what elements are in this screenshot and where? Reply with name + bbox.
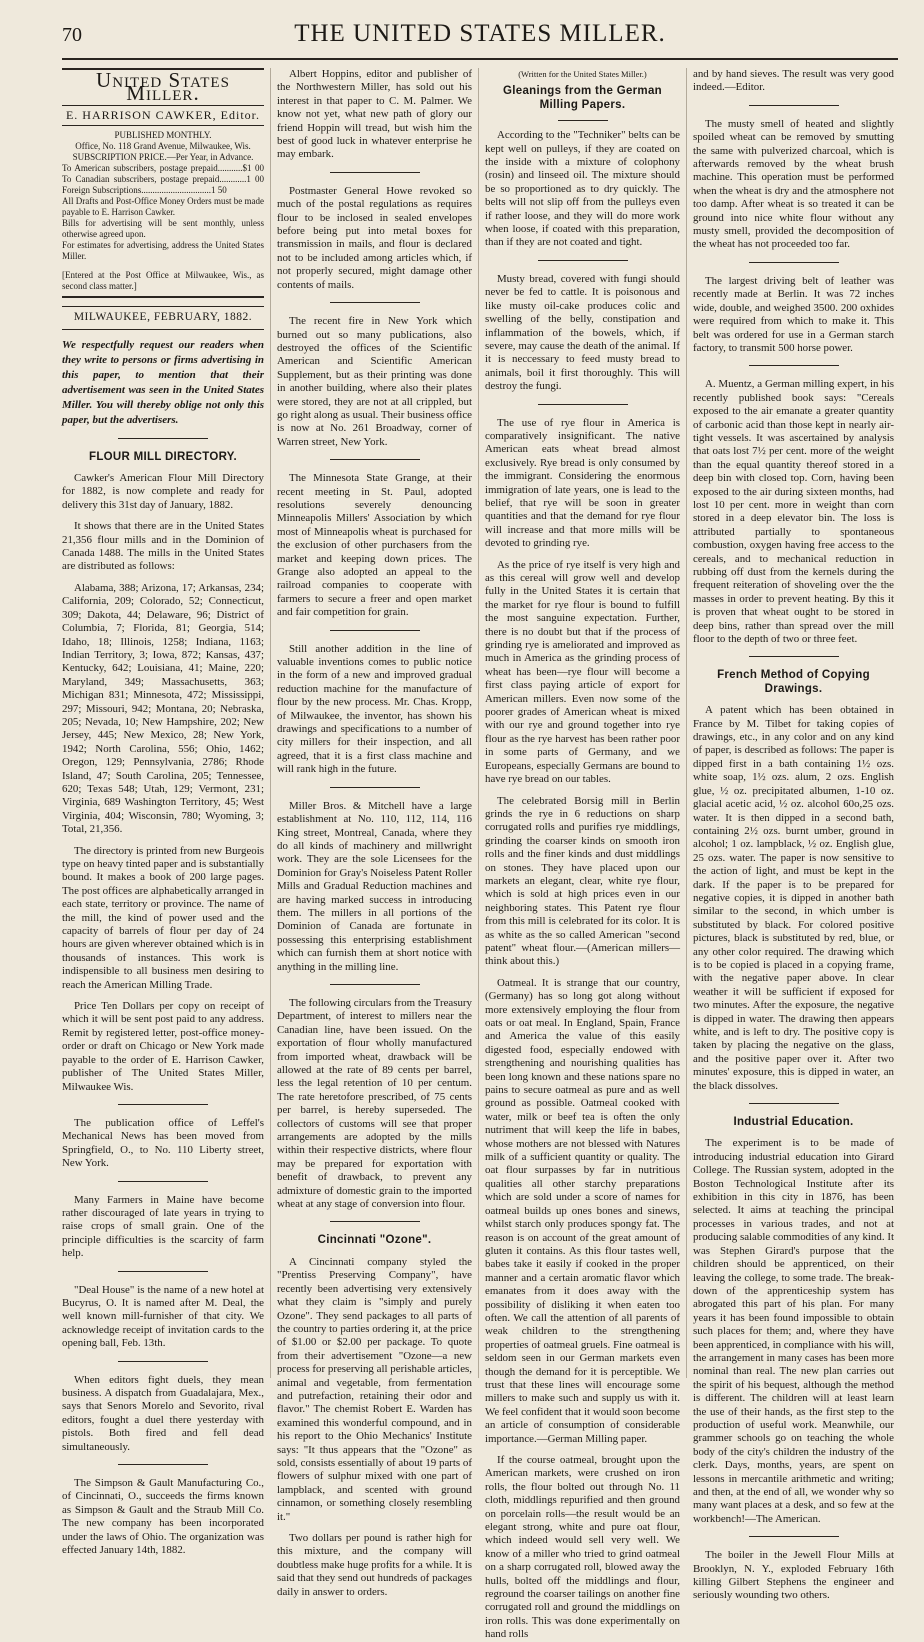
divider	[118, 1361, 208, 1362]
bills-text: Bills for advertising will be sent monthly, unless otherwise agreed upon.	[62, 218, 264, 240]
article-paragraph: A Cincinnati company styled the "Prentiss Preserving Company", have recently been advertising very extensively what they claim is "simply and purely Ozone". They send packages to all parts of the country to parties ordering it, at the price of $1.00 or $2.00 per package. To quote from their advertisement "Ozone—a new process for preserving all perishable articles, animal and vegetable, from fermentation and putrefaction, retaining their odor and flavor." The chemist Robert E. Warden has examined this wonderful compound, and in his report to the Ohio Mechanics' Institute says: "It thus appears that the "Ozone" as sold, consists essentially of about 19 parts of flowers of sulphur mixed with one part of lampblack, and scented with ground cinnamon, or something closely resembling it."	[277, 1255, 472, 1523]
article-paragraph: The Simpson & Gault Manufacturing Co., of Cincinnati, O., succeeds the firms known as Simpson & Gault and the Straub Mill Co. The new company has been incorporated under the laws of Ohio. The organization was effected January 14th, 1882.	[62, 1477, 264, 1557]
divider	[749, 1536, 839, 1537]
directory-heading: FLOUR MILL DIRECTORY.	[89, 450, 237, 463]
divider	[118, 1271, 208, 1272]
article-paragraph: When editors fight duels, they mean business. A dispatch from Guadalajara, Mex., says that Senors Morelo and Sevorito, rival editors, fought a duel there yesterday with pistols. Both fired and fell dead simultaneously.	[62, 1373, 264, 1453]
article-paragraph: If the course oatmeal, brought upon the American markets, were crushed on iron rolls, the flour bolted out through No. 11 cloth, middlings repurified and then ground on porcelain rolls—the result would be an elegant strong, white and pure oat flour, which indeed would sell very well. We know of a miller who tried to grind oatmeal on a sharp corrugated roll, blowed away the hulls, bolted off the middlings and flour, reground the coarser tailings on another fine corrugated roll and ground the middlings on iron rolls. This was done experimentally on hand rolls	[485, 1454, 680, 1641]
article-paragraph: The largest driving belt of leather was recently made at Berlin. It was 72 inches wide, double, and weighed 3500. 200 oxhides were required from which to make it. This belt was ordered for use in a German starch factory, to transmit 500 horse power.	[693, 274, 894, 354]
ozone-heading: Cincinnati "Ozone".	[317, 1234, 432, 1247]
article-paragraph: "Deal House" is the name of a new hotel at Bucyrus, O. It is named after M. Deal, the well known mill-furnisher of that city. We acknowledge receipt of invitation cards to the opening ball, Feb. 13th.	[62, 1283, 264, 1350]
divider	[749, 262, 839, 263]
article-paragraph: Postmaster General Howe revoked so much of the postal regulations as requires flour to be inclosed in sealed envelopes before being put into metal boxes for transmission in mails, and flour is declared not to be included among articles which, if not properly secured, might damage other contents of mails.	[277, 184, 472, 291]
article-paragraph: A. Muentz, a German milling expert, in his recently published book says: "Cereals exposed to the air emanate a greater quantity of carbonic acid than those kept in nearly air-tight vessels. It was ascertained by analysis that oats lost 7½ per cent. more of the weight than the equal quantity thereof stored in a deep bin with closed top. Corn, having been exposed to the air during sixteen months, had lost 10 per cent. more in weight than corn stored in a deep elevator bin. The loss is attributed partially to spontaneous combustion, oxygen having free access to the cereals, and to mechanical reduction in rubbing off dust from the kernels during the frequent reiteration of shoveling over the the masses in order to prevent heating. By this it is proven that wheat ought to be stored in deep bins, rather than spread over the mill floor to the depth of two or three feet.	[693, 378, 894, 646]
article-paragraph: Albert Hoppins, editor and publisher of the Northwestern Miller, has sold out his interest in that paper to C. M. Palmer. We know not yet, what new path of glory our friend Hoppin will tread, but wish him the best of good luck in whatever enterprise he may embark.	[277, 68, 472, 161]
divider	[118, 438, 208, 439]
article-paragraph: Two dollars per pound is rather high for this mixture, and the company will doubtless make huge profits for a while. It is said that they send out hundreds of packages daily in answer to orders.	[277, 1532, 472, 1598]
columns	[62, 68, 898, 1641]
article-paragraph: The musty smell of heated and slightly spoiled wheat can be removed by smutting the same with pulverized charcoal, which is afterwards removed by the wheat brush machine. This operation must be performed when the wheat is dry and the atmosphere not too damp. After wheat is so treated it can be ground into nice white flour without any musty smell, provided the decomposition of the wheat has not proceeded too far.	[693, 117, 894, 251]
gleanings-heading: Gleanings from the German Milling Papers.	[503, 85, 662, 111]
paper-title: United States Miller.	[96, 68, 230, 106]
article-paragraph: According to the "Techniker" belts can be kept well on pulleys, if they are coated on the inside with a mixture of colophony (rosin) and linseed oil. The mixture should be so proportioned as to dry quickly. The belts will not slip off from the pulleys even if rather loose, and they will do more work when loose, if coated with this preparation, than if they are not coated and tight.	[485, 129, 680, 249]
article-paragraph: Cawker's American Flour Mill Directory for 1882, is now complete and ready for delivery this 31st day of January, 1882.	[62, 472, 264, 511]
divider	[749, 656, 839, 657]
divider	[330, 302, 420, 303]
divider	[749, 365, 839, 366]
page-number: 70	[62, 24, 82, 46]
article-paragraph: The celebrated Borsig mill in Berlin grinds the rye in 6 reductions on sharp corrugated rolls and purifies rye middlings, grinding the coarser kinds on smooth iron rolls and the finer kinds and dust middlings on stones. They have placed upon our markets an elegant, clear, white rye flour, which is sold at high prices even in our neighboring states. This Patent rye flour from this mill is celebrated for its color. It is as white as the so called American "second patent" wheat flour.—(American millers—think about this.)	[485, 794, 680, 968]
article-paragraph: Miller Bros. & Mitchell have a large establishment at No. 110, 112, 114, 116 King street, Montreal, Canada, where they do all kinds of machinery and millwright work. They are the sole Licensees for the Dominion for Gray's Noiseless Patent Roller Mills and Gradual Reduction machines and are having marked success in introducing them. The millers in all portions of the Dominion of Canada are fortunate in possessing this enterprising establishment which can furnish them at short notice with anything in the milling line.	[277, 799, 472, 973]
column-3	[478, 68, 686, 1641]
published-line: PUBLISHED MONTHLY.	[114, 130, 212, 141]
masthead	[62, 18, 898, 60]
divider	[558, 120, 608, 121]
column-1	[62, 68, 270, 1557]
drafts-text: All Drafts and Post-Office Money Orders must be made payable to E. Harrison Cawker.	[62, 196, 264, 218]
article-paragraph: and by hand sieves. The result was very good indeed.—Editor.	[693, 68, 894, 94]
industrial-education-heading: Industrial Education.	[733, 1116, 854, 1129]
article-paragraph: The following circulars from the Treasury Department, of interest to millers near the Canadian line, have been issued. On the exportation of flour wholly manufactured from imported wheat, drawback will be allowed at the rate of 89 cents per barrel, less the legal retention of 10 per centum. The rate heretofore prescribed, of 75 cents per barrel, is hereby superseded. The collectors of customs will see that proper arrangements are adopted by the mills within their respective districts, where flour may be prepared for exportation with benefit of drawback, to prevent any admixture of domestic grain to the imported wheat at any stage of conversion into flour.	[277, 996, 472, 1211]
rates-text: To American subscribers, postage prepaid...........$1 00 To Canadian subscribers, postage prepaid............1 00 Foreign Subscriptions...............................1 50	[62, 163, 264, 196]
article-paragraph: The use of rye flour in America is comparatively insignificant. The native American eats wheat bread almost exclusively. Rye bread is only consumed by the immigrant. Considering the enormous immigration of late years, one is lead to the belief, that rye will be soon in greater quantities and that the demand for rye flour will increase and that more mills will be devoted to grinding rye.	[485, 416, 680, 550]
byline-note: (Written for the United States Miller.)	[518, 69, 647, 79]
article-paragraph: The publication office of Leffel's Mechanical News has been moved from Springfield, O., to No. 110 Liberty street, New York.	[62, 1116, 264, 1170]
article-paragraph: A patent which has been obtained in France by M. Tilbet for taking copies of drawings, etc., in any color and on any kind of paper, is described as follows: The paper is dipped first in a bath containing 1½ ozs. white soap, 1½ ozs. alum, 2 ozs. English glue, ½ oz. precipitated albumen, 1-10 oz. glacial acetic acid, ½ oz. alcohol 60o,25 ozs. water. It is then dipped in a second bath, containing 2½ ozs. burnt umber, ground in alcohol; 1 oz. lampblack, ½ oz. English glue, 25 ozs. water. The paper is now sensitive to the action of light, and must be kept in the dark. If the paper is to be prepared for negative copies, it is dipped in another bath similar to the second, in which umber is substituted by black. For colored positive pictures, black is substituted by red, blue, or any other color required. The drawing which is to be copied is placed in a copying frame, with the negative paper above. In clear weather it will be sufficient if exposed for two minutes. After the exposure, the negative is dipped in water. The drawing then appears white, and is left to dry. The positive copy is taken by placing the negative on the glass, and the positive paper over it. After two minutes' exposure, this is dipped in water, an the black dissolves.	[693, 704, 894, 1092]
divider	[118, 1464, 208, 1465]
article-paragraph: Alabama, 388; Arizona, 17; Arkansas, 234; California, 209; Colorado, 52; Connecticut, 309; Dakota, 44; Delaware, 96; District of Columbia, 7; Florida, 81; Georgia, 514; Idaho, 18; Illinois, 1258; Indiana, 1163; Indian Territory, 3; Iowa, 872; Kansas, 437; Kentucky, 642; Louisiana, 41; Maine, 220; Maryland, 349; Massachusetts, 363; Michigan 831; Minnesota, 472; Mississippi, 297; Missouri, 942; Montana, 20; Nebraska, 205; Nevada, 10; New Hampshire, 202; New Jersey, 445; New Mexico, 28; New York, 1942; North Carolina, 556; Ohio, 1462; Oregon, 129; Pennsylvania, 2786; Rhode Island, 47; South Carolina, 205; Tennessee, 620; Texas 548; Utah, 129; Vermont, 231; Virginia, 689 Washington Territory, 45; West Virginia, 404; Wisconsin, 780; Wyoming, 3; Total, 21,356.	[62, 581, 264, 836]
divider	[330, 787, 420, 788]
entered-text: [Entered at the Post Office at Milwaukee, Wis., as second class matter.]	[62, 270, 264, 292]
divider	[118, 1181, 208, 1182]
article-paragraph: It shows that there are in the United States 21,356 flour mills and in the Dominion of Canada 1488. The mills in the United States are distributed as follows:	[62, 520, 264, 573]
divider	[538, 404, 628, 405]
reader-notice: We respectfully request our readers when they write to persons or firms advertising in this paper, to mention that their advertisement was seen in the United States Miller. You will thereby oblige not only this paper, but the advertisers.	[62, 338, 264, 426]
divider	[330, 172, 420, 173]
divider	[749, 1103, 839, 1104]
article-paragraph: Many Farmers in Maine have become rather discouraged of late years in trying to raise crops of small grain. One of the principle difficulties is the scarcity of farm help.	[62, 1193, 264, 1260]
column-2	[270, 68, 478, 1598]
divider	[330, 1221, 420, 1222]
divider	[538, 260, 628, 261]
article-paragraph: The directory is printed from new Burgeois type on heavy tinted paper and is substantially bound. It makes a book of 200 large pages. The post offices are alphabetically arranged in each state, territory or province. The name of the mill, the kind of power used and the capacity of barrels of flour per day of 24 hours are given wherever obtained which is in thousands of instances. This work is indispensible to all business men desiring to reach the American Milling Trade.	[62, 844, 264, 991]
article-paragraph: Still another addition in the line of valuable inventions comes to public notice in the form of a new and improved gradual reduction machine for the manufacture of flour by the new process. Mr. Chas. Kropp, of Milwaukee, the inventor, has shown his drawings and specifications to a number of city millers for their inspection, and all agreed, that it is a first class machine and will rank high in the future.	[277, 642, 472, 776]
article-paragraph: The experiment is to be made of introducing industrial education into Girard College. The Russian system, adopted in the Boston Technological Institute after its exhibition in this city in 1876, has been selected. It aims at teaching the principal processes in various trades, and not at producing salable commodities of any kind. It was Stephen Girard's purpose that the children should be apprenticed, on their leaving the college, to some trade. The break-down of the apprenticeship system has abrogated this part of his plan. For many years it has been found impossible to obtain such places for them; and, where they have been apprenticed, in compliance with his will, the arrangement in many cases has been more nominal than real. The new plan carries out the spirit of his bequest, although the method is different. The children will at least learn the use of their hands, as the first step to the production of useful work. Meanwhile, our grammer schools go on teaching the whole body of the city's children the industry of the clerk. Days, months, years, are spent on lessons in mercantile arithmetic and writing; and then, at the end of all, we wonder why so many want places at a desk, and so few at the workbench!—The American.	[693, 1137, 894, 1525]
article-paragraph: Musty bread, covered with fungi should never be fed to cattle. It is poisonous and like musty oil-cake produces colic and swelling of the belly, constipation and inflammation of the bowels, which, if severe, may cause the death of the animal. If it is neccessary to feed musty bread to animals, boil it first thoroughly. This will destroy the fungi.	[485, 272, 680, 393]
article-paragraph: As the price of rye itself is very high and as this cereal will grow well and develop fully in the United States it is certain that the market for rye flour is bound to fulfill the most sanguine expectation. Further, there is no doubt but that if the process of grinding rye is ameliorated and improved as much in America as the grinding process of wheat has been—rye flour will become a first class paying article of export for American millers. Even now some of the poorer grades of American wheat is mixed with our rye and ground together into rye flour as the rye harvest has been rather poor in some parts of Germany, and we Europeans, especially Germans are bound to have rye bread on our tables.	[485, 558, 680, 786]
dateline: MILWAUKEE, FEBRUARY, 1882.	[62, 306, 264, 329]
french-method-heading: French Method of Copying Drawings.	[717, 669, 870, 695]
article-paragraph: The boiler in the Jewell Flour Mills at Brooklyn, N. Y., exploded February 16th killing Gilbert Stephens the engineer and seriously wounding two others.	[693, 1549, 894, 1602]
estimates-text: For estimates for advertising, address the United States Miller.	[62, 240, 264, 262]
office-line: Office, No. 118 Grand Avenue, Milwaukee, Wis.	[75, 141, 251, 152]
divider	[118, 1104, 208, 1105]
divider	[749, 105, 839, 106]
divider	[330, 459, 420, 460]
divider	[330, 630, 420, 631]
editor-line: E. HARRISON CAWKER, Editor.	[62, 105, 264, 126]
article-paragraph: The recent fire in New York which burned out so many publications, also destroyed the offices of the Scientific American and Scientific American Supplement, but as their printing was done in another building, where also their plates were stored, they are not at all crippled, but go right along as usual. Their business office is now at No. 261 Broadway, corner of Warren street, New York.	[277, 315, 472, 448]
paper-info-box	[62, 68, 264, 298]
divider	[330, 984, 420, 985]
article-paragraph: Price Ten Dollars per copy on receipt of which it will be sent post paid to any address. Remit by registered letter, post-office money-order or draft on Chicago or New York made payable to the order of E. Harrison Cawker, publisher of The United States Miller, Milwaukee Wis.	[62, 1000, 264, 1093]
column-4	[686, 68, 894, 1602]
article-paragraph: Oatmeal. It is strange that our country, (Germany) has so long got along without more extensively employing the flour from oats or oat meal. In England, Spain, France and America the value of this easily digested food, especially endowed with strengthening and nourishing qualities has been long known and these nations spare no pains to secure oatmeal as pure and as well ground as possible. Oatmeal cooked with water, milk or beef tea is often the only nutriment that will keep the life in babes, whose mothers are not blessed with Natures milk of a sufficient quantity or quality. The oat flour surpasses by far in nutritious qualities all other starchy preparations which are sold under a score of names for oatmeal builds up ones bones and sinews, whilst starch only produces spongy fat. The reason is on account of the great amount of gluten it contains. As this flour tastes well, babes take it easily if cooked in the proper manner and a certain aromatic flavor which emanates from it does away with the possibility of disliking it when eaten too often. We call the attention of all parents of weak children to the strengthening properties of oatmeal gruels. Fine oatmeal is seldom seen in our German markets even though the demand for it is perceptible. We trust that these lines will encourage some millers to make such and supply us with it. We feel confident that it would soon become an article of consumption of considerable importance.—German Milling paper.	[485, 976, 680, 1445]
newspaper-title: THE UNITED STATES MILLER.	[294, 20, 666, 47]
article-paragraph: The Minnesota State Grange, at their recent meeting in St. Paul, adopted resolutions severely denouncing Minneapolis Millers' Association by which most of Minneapolis wheat is purchased for the exclusion of other purchasers from the market and keeping down prices. The Grange also adopted an appeal to the railroad companies to cooperate with farmers to secure a freer and open market and fair competition for grain.	[277, 472, 472, 619]
subscription-line: SUBSCRIPTION PRICE.—Per Year, in Advance.	[72, 152, 254, 163]
